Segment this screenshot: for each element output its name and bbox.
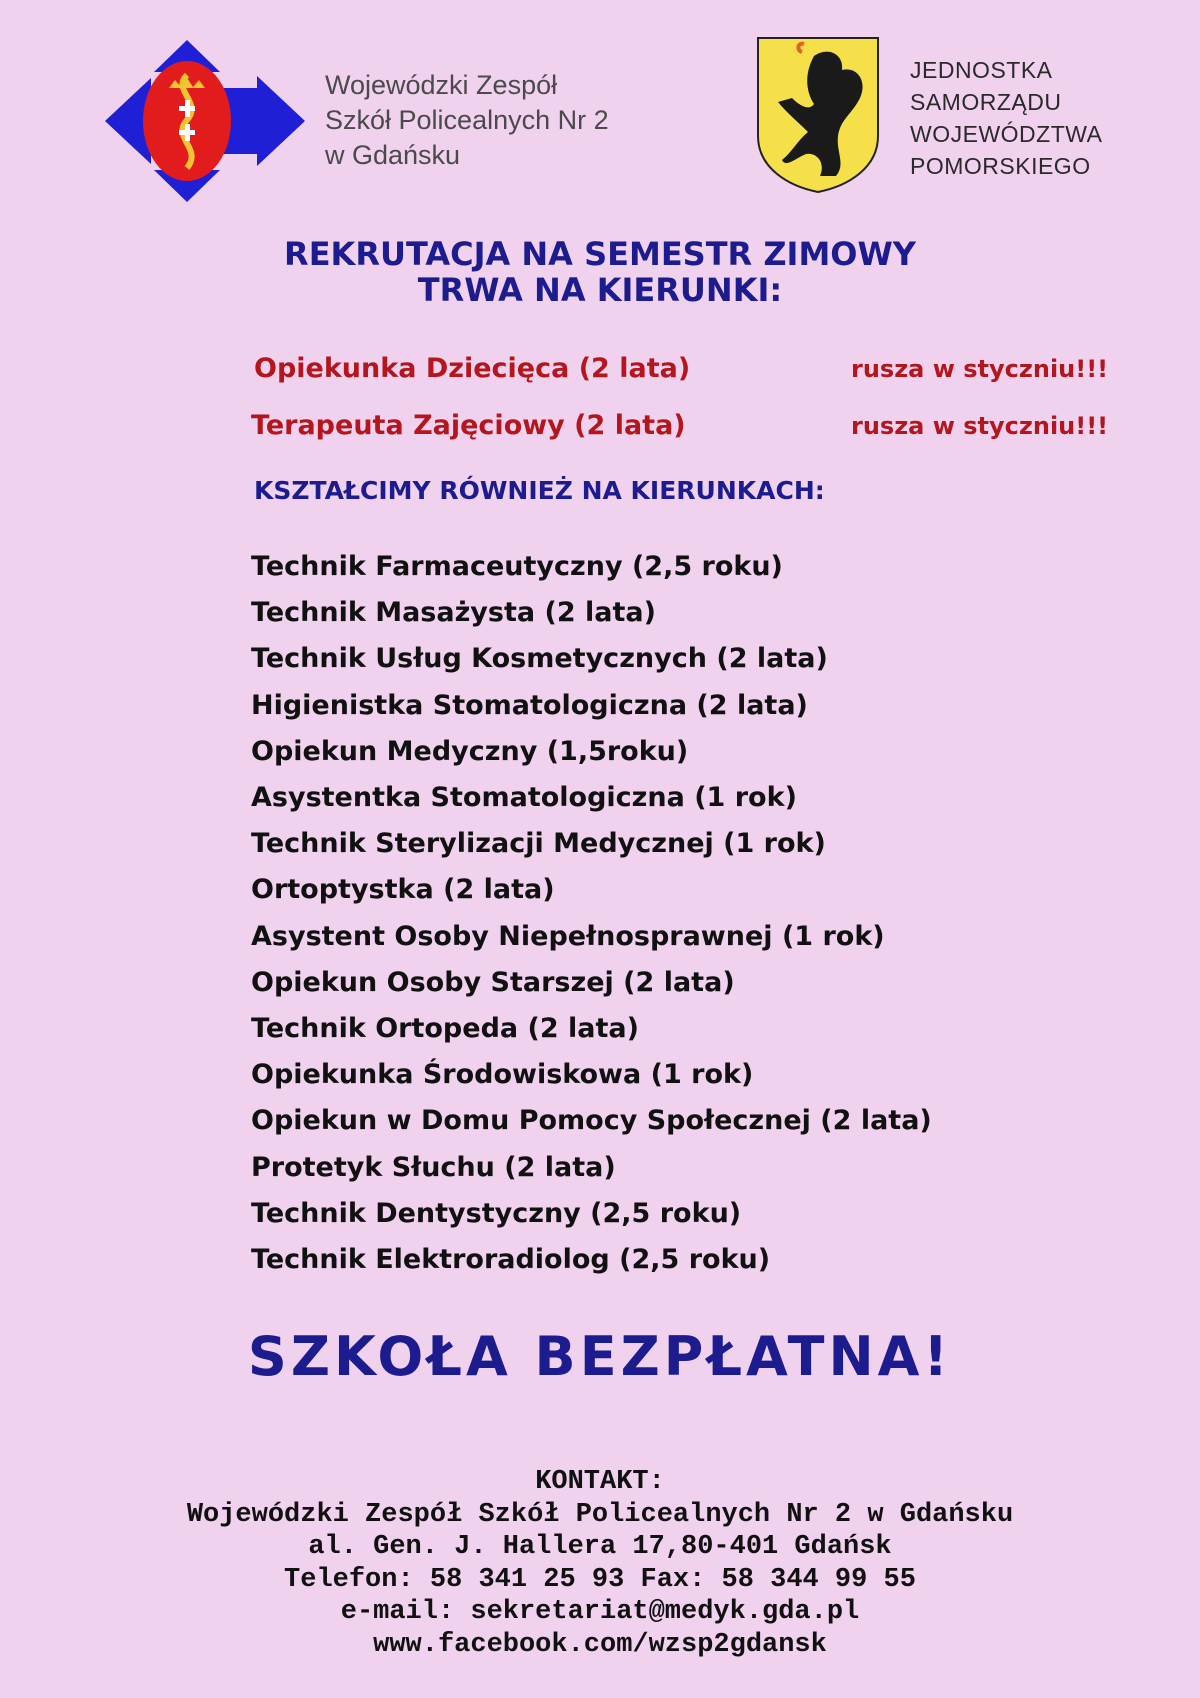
list-item: Technik Masażysta (2 lata) xyxy=(251,597,656,629)
list-item: Opiekun w Domu Pomocy Społecznej (2 lata) xyxy=(251,1105,932,1137)
region-line: POMORSKIEGO xyxy=(910,153,1091,179)
contact-phone-fax: Telefon: 58 341 25 93 Fax: 58 344 99 55 xyxy=(284,1564,916,1595)
list-item: Technik Dentystyczny (2,5 roku) xyxy=(251,1197,742,1229)
list-item: Opiekun Osoby Starszej (2 lata) xyxy=(251,966,735,998)
list-item: Protetyk Słuchu (2 lata) xyxy=(251,1151,616,1183)
free-school-banner: SZKOŁA BEZPŁATNA! xyxy=(247,1325,953,1388)
list-item: Ortoptystka (2 lata) xyxy=(251,874,555,906)
region-line: WOJEWÓDZTWA xyxy=(910,121,1103,147)
contact-block xyxy=(0,1466,1200,1661)
logo-line: Szkół Policealnych Nr 2 xyxy=(325,105,609,135)
list-item: Technik Sterylizacji Medycznej (1 rok) xyxy=(251,828,826,860)
region-authority-text xyxy=(910,54,1102,182)
pomorskie-coat-of-arms xyxy=(756,36,880,194)
contact-facebook: www.facebook.com/wzsp2gdansk xyxy=(373,1629,827,1660)
region-line: SAMORZĄDU xyxy=(910,89,1062,115)
griffin-shield-icon xyxy=(756,36,880,194)
list-item: Technik Usług Kosmetycznych (2 lata) xyxy=(251,643,828,675)
school-logo xyxy=(105,40,305,202)
featured-course-note: rusza w styczniu!!! xyxy=(851,355,1109,383)
school-name-logo-text xyxy=(325,68,609,173)
featured-course-name: Opiekunka Dziecięca (2 lata) xyxy=(254,353,691,384)
contact-address: al. Gen. J. Hallera 17,80-401 Gdańsk xyxy=(308,1532,892,1562)
list-item: Opiekunka Środowiskowa (1 rok) xyxy=(251,1059,754,1091)
featured-course-name: Terapeuta Zajęciowy (2 lata) xyxy=(251,410,686,441)
list-item: Asystent Osoby Niepełnosprawnej (1 rok) xyxy=(251,920,885,952)
headline-line: TRWA NA KIERUNKI: xyxy=(417,271,783,309)
list-item: Higienistka Stomatologiczna (2 lata) xyxy=(251,689,808,721)
school-emblem-icon xyxy=(105,40,305,202)
contact-school-name: Wojewódzki Zespół Szkół Policealnych Nr 2 w Gdańsku xyxy=(186,1499,1014,1530)
list-item: Asystentka Stomatologiczna (1 rok) xyxy=(251,782,797,814)
contact-email: e-mail: sekretariat@medyk.gda.pl xyxy=(340,1597,860,1627)
other-courses-heading: KSZTAŁCIMY RÓWNIEŻ NA KIERUNKACH: xyxy=(254,476,825,505)
course-list xyxy=(251,544,932,1283)
headline-line: REKRUTACJA NA SEMESTR ZIMOWY xyxy=(284,235,916,273)
list-item: Technik Elektroradiolog (2,5 roku) xyxy=(251,1244,771,1276)
region-line: JEDNOSTKA xyxy=(910,57,1053,83)
list-item: Technik Ortopeda (2 lata) xyxy=(251,1013,639,1045)
contact-label: KONTAKT: xyxy=(535,1467,665,1497)
logo-line: Wojewódzki Zespół xyxy=(325,70,558,100)
list-item: Opiekun Medyczny (1,5roku) xyxy=(251,735,689,767)
logo-line: w Gdańsku xyxy=(325,140,461,170)
recruitment-headline xyxy=(0,236,1200,308)
list-item: Technik Farmaceutyczny (2,5 roku) xyxy=(251,551,783,582)
featured-course-note: rusza w styczniu!!! xyxy=(851,412,1109,440)
